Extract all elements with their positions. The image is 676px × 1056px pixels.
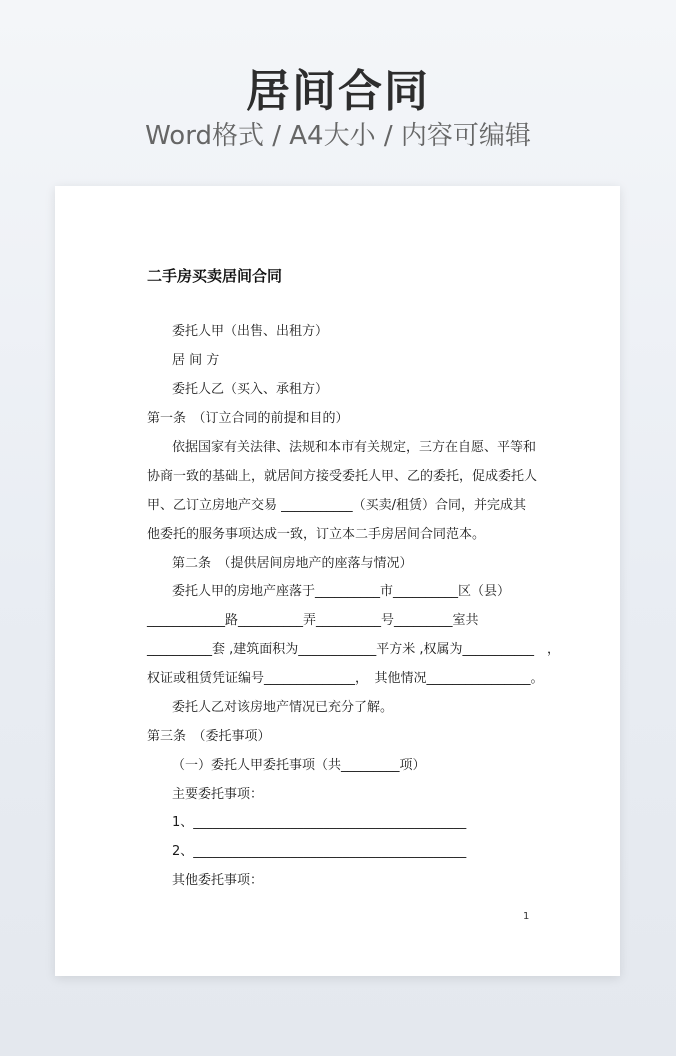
document-line-3: 委托人乙（买入、承租方）	[172, 382, 329, 397]
page-number: 1	[523, 911, 530, 922]
document-line-18: 1、__________________________________________	[172, 815, 467, 830]
document-line-14: 委托人乙对该房地产情况已充分了解。	[172, 700, 394, 715]
document-line-16: （一）委托人甲委托事项（共_________项）	[172, 758, 426, 773]
document-line-7: 甲、乙订立房地产交易 ___________（买卖/租赁）合同，并完成其	[147, 498, 527, 513]
header-title: 居间合同	[246, 66, 430, 117]
header-subtitle: Word格式 / A4大小 / 内容可编辑	[145, 121, 531, 151]
document-line-10: 委托人甲的房地产座落于__________市__________区（县）	[172, 584, 511, 599]
document-line-13: 权证或租赁凭证编号______________， 其他情况________________。	[147, 671, 544, 686]
document-page	[55, 186, 620, 976]
document-line-8: 他委托的服务事项达成一致，订立本二手房居间合同范本。	[147, 527, 486, 542]
document-line-19: 2、__________________________________________	[172, 844, 467, 859]
document-line-20: 其他委托事项：	[172, 873, 264, 888]
document-line-17: 主要委托事项：	[172, 787, 264, 802]
document-line-11: ____________路__________弄__________号_________室共	[147, 613, 479, 628]
document-line-6: 协商一致的基础上，就居间方接受委托人甲、乙的委托，促成委托人	[147, 469, 538, 484]
document-line-5: 依据国家有关法律、法规和本市有关规定，三方在自愿、平等和	[172, 440, 537, 455]
document-title: 二手房买卖居间合同	[147, 267, 283, 285]
document-line-4: 第一条 （订立合同的前提和目的）	[147, 411, 349, 426]
document-line-9: 第二条 （提供居间房地产的座落与情况）	[172, 556, 413, 571]
document-line-2: 居 间 方	[172, 353, 220, 368]
document-line-12: __________套 ,建筑面积为____________平方米 ,权属为___________ ，	[147, 642, 561, 657]
document-line-15: 第三条 （委托事项）	[147, 729, 271, 744]
document-line-1: 委托人甲（出售、出租方）	[172, 324, 329, 339]
